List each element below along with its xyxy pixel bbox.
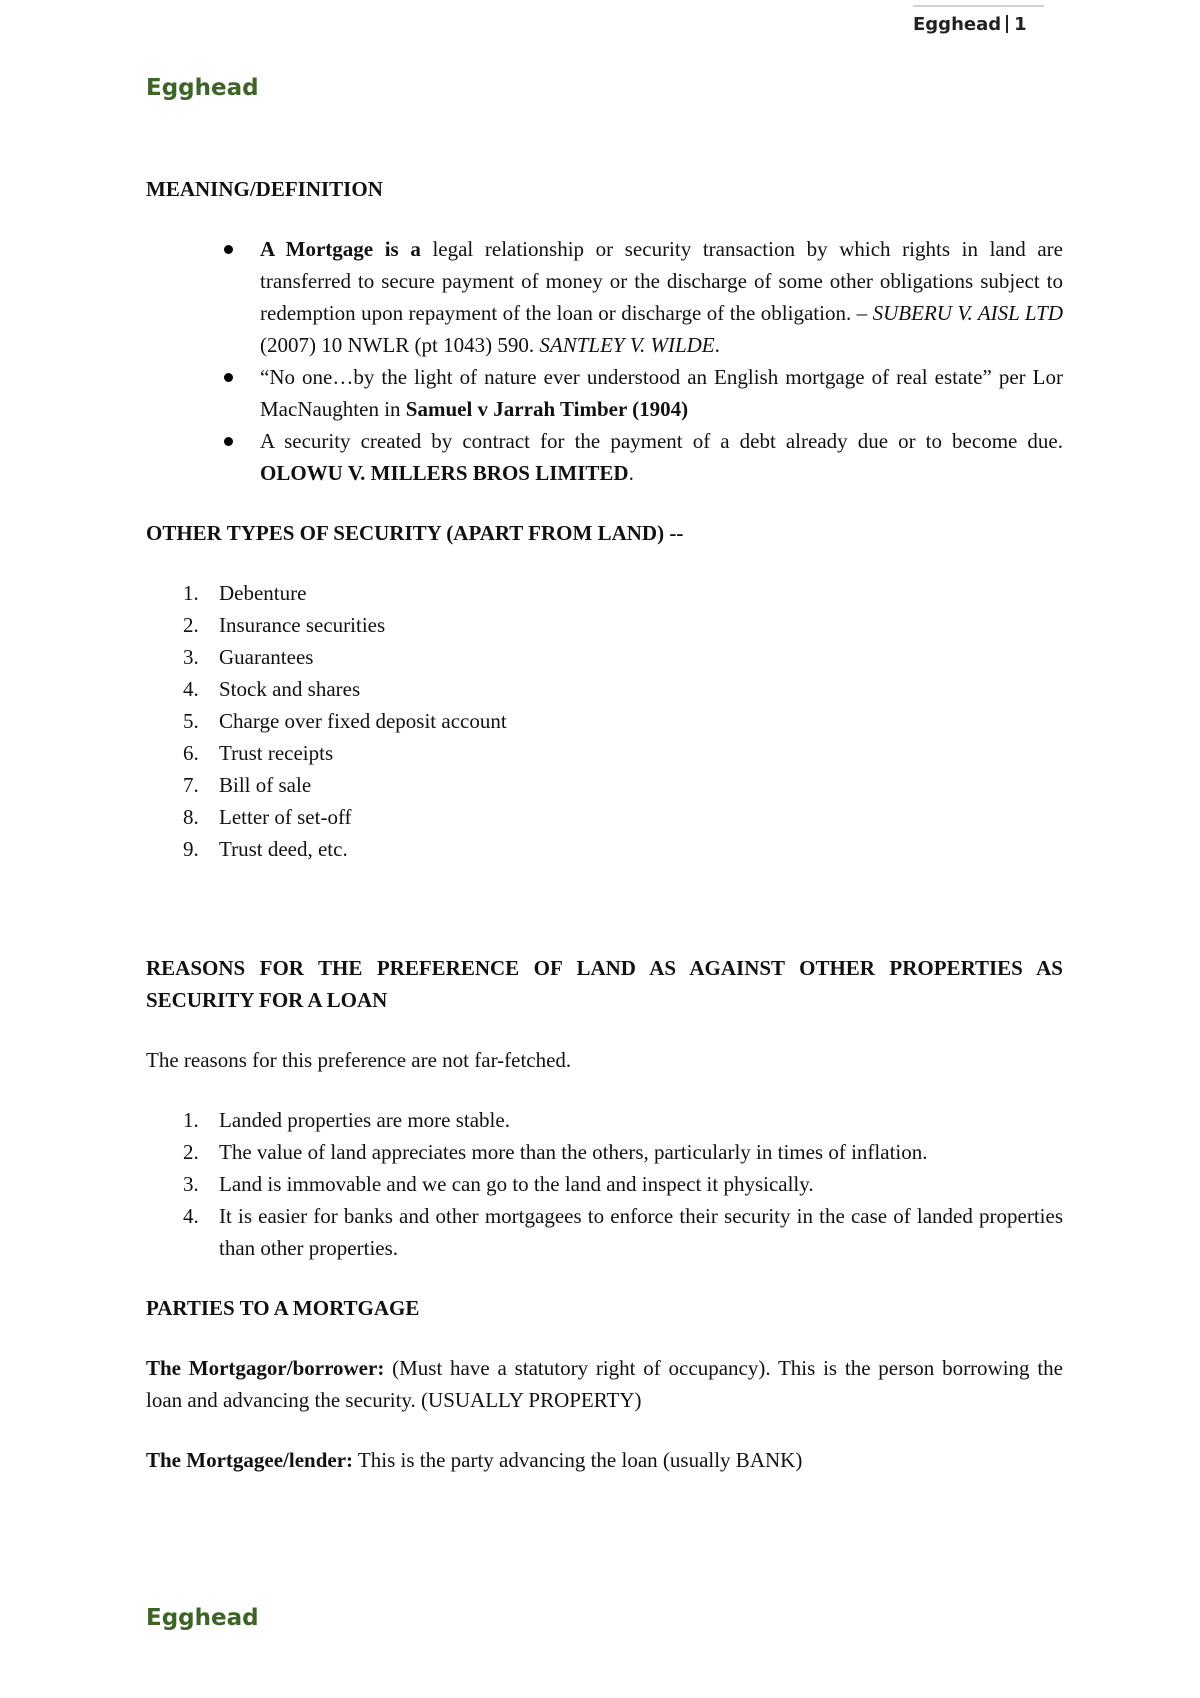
bullet-icon bbox=[224, 373, 233, 382]
document-body bbox=[146, 173, 1063, 1476]
list-item: 3. Guarantees bbox=[183, 645, 314, 669]
case-citation: Samuel v Jarrah Timber (1904) bbox=[405, 397, 689, 421]
mortgagor-label: The Mortgagor/borrower: bbox=[146, 1356, 385, 1380]
running-title: Egghead bbox=[913, 14, 1002, 35]
page-number: 1 bbox=[1014, 14, 1027, 35]
list-item: 1. Debenture bbox=[183, 581, 307, 605]
list-item: 3. Land is immovable and we can go to the land and inspect it physically. bbox=[183, 1172, 814, 1196]
case-citation: OLOWU V. MILLERS BROS LIMITED bbox=[260, 461, 629, 485]
list-item: 2. The value of land appreciates more than the others, particularly in times of inflation. bbox=[183, 1140, 928, 1164]
other-types-heading: OTHER TYPES OF SECURITY (APART FROM LAND) -- bbox=[146, 521, 684, 545]
list-item: 4. Stock and shares bbox=[183, 677, 361, 701]
definition-bullet-1: A Mortgage is a legal relationship or security transaction by which rights in land are transferred to secure payment of money or the discharge of some other obligations subject to redemption upon repayment of the loan or discharge of the obligation. – SUBERU V. AISL LTD (2007) 10 NWLR (pt 1043) 590. SANTLEY V. WILDE. bbox=[146, 233, 1063, 361]
mortgagor-paragraph: The Mortgagor/borrower: (Must have a statutory right of occupancy). This is the person borrowing the loan and advancing the security. (USUALLY PROPERTY) bbox=[146, 1356, 1063, 1412]
reasons-intro: The reasons for this preference are not far-fetched. bbox=[146, 1048, 572, 1072]
other-types-list bbox=[146, 577, 1063, 865]
list-item: 4. It is easier for banks and other mortgagees to enforce their security in the case of landed properties than other properties. bbox=[183, 1204, 1063, 1260]
case-citation: SANTLEY V. WILDE bbox=[539, 333, 715, 357]
bullet-icon bbox=[224, 437, 233, 446]
parties-heading: PARTIES TO A MORTGAGE bbox=[146, 1296, 420, 1320]
running-header bbox=[913, 5, 1044, 35]
list-item: 1. Landed properties are more stable. bbox=[183, 1108, 510, 1132]
definition-bullet-3: A security created by contract for the payment of a debt already due or to become due. OLOWU V. MILLERS BROS LIMITED. bbox=[146, 425, 1063, 489]
brand-title-bottom: Egghead bbox=[146, 1605, 259, 1631]
bullet-icon bbox=[224, 245, 233, 254]
case-citation: SUBERU V. AISL LTD bbox=[872, 301, 1064, 325]
list-item: 8. Letter of set-off bbox=[183, 805, 352, 829]
reasons-heading: REASONS FOR THE PREFERENCE OF LAND AS AGAINST OTHER PROPERTIES AS SECURITY FOR A LOAN bbox=[146, 956, 1063, 1012]
header-separator bbox=[1006, 15, 1008, 33]
brand-title-top: Egghead bbox=[146, 75, 259, 101]
list-item: 2. Insurance securities bbox=[183, 613, 386, 637]
reasons-list bbox=[146, 1104, 1063, 1264]
list-item: 5. Charge over fixed deposit account bbox=[183, 709, 507, 733]
list-item: 6. Trust receipts bbox=[183, 741, 334, 765]
definition-heading: MEANING/DEFINITION bbox=[146, 177, 383, 201]
list-item: 7. Bill of sale bbox=[183, 773, 312, 797]
mortgagee-paragraph: The Mortgagee/lender: This is the party advancing the loan (usually BANK) bbox=[146, 1448, 803, 1472]
list-item: 9. Trust deed, etc. bbox=[183, 837, 348, 861]
definition-bullet-2: “No one…by the light of nature ever understood an English mortgage of real estate” per Lor MacNaughten in Samuel v Jarrah Timber (1904) bbox=[146, 361, 1063, 425]
mortgagee-label: The Mortgagee/lender: bbox=[146, 1448, 354, 1472]
definition-list bbox=[146, 233, 1063, 489]
